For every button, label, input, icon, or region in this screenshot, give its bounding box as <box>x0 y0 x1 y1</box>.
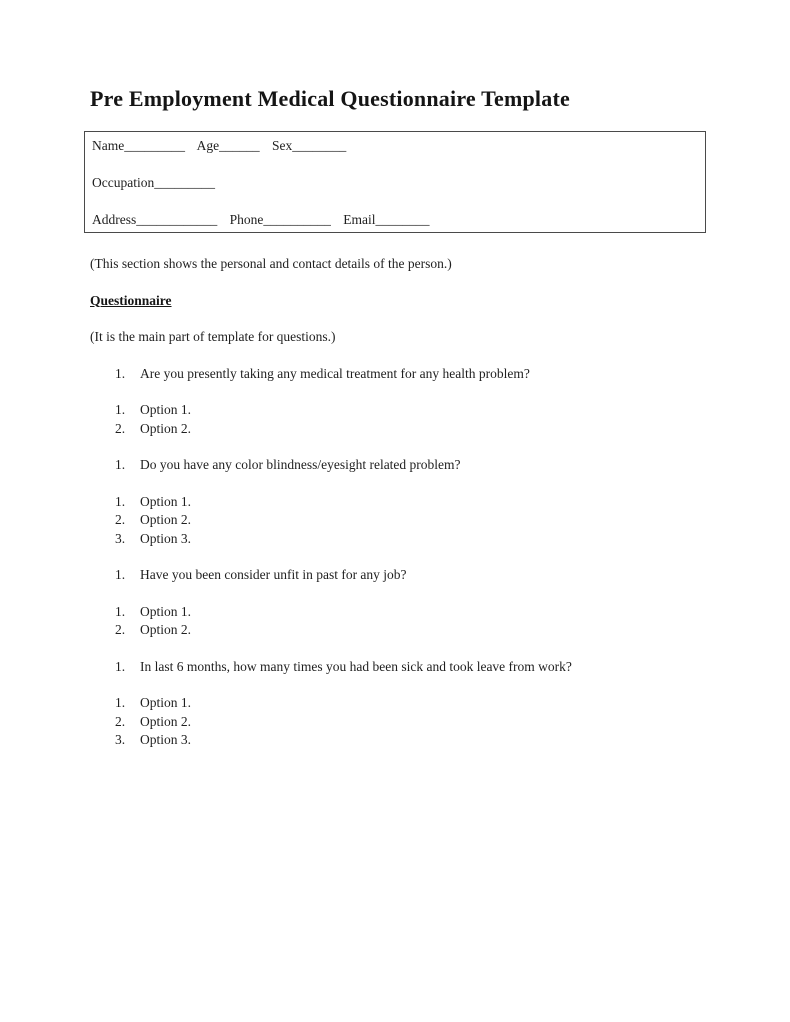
section-note: (This section shows the personal and contact details of the person.) <box>90 256 452 271</box>
option-text: Option 2. <box>140 512 192 527</box>
question-item <box>115 566 706 585</box>
questionnaire-heading: Questionnaire <box>90 292 172 308</box>
question-number: 1. <box>115 457 126 472</box>
personal-row-occupation <box>92 174 698 192</box>
option-number: 1. <box>115 603 126 619</box>
phone-blank-field: Phone__________ <box>229 212 331 227</box>
option-text: Option 3. <box>140 530 192 546</box>
question-text: In last 6 months, how many times you had been sick and took leave from work? <box>140 658 572 674</box>
option-item <box>115 493 706 512</box>
document-title: Pre Employment Medical Questionnaire Template <box>90 86 570 111</box>
option-text: Option 1. <box>140 603 192 619</box>
option-number: 2. <box>115 512 126 527</box>
question-text: Have you been consider unfit in past for any job? <box>140 567 407 582</box>
option-number: 1. <box>115 402 126 417</box>
option-text: Option 3. <box>140 732 192 747</box>
name-blank-field: Name_________ <box>92 138 185 153</box>
option-list <box>90 603 706 640</box>
question-text: Do you have any color blindness/eyesight related problem? <box>140 457 461 472</box>
address-blank-field: Address____________ <box>92 212 218 227</box>
option-item <box>115 401 706 420</box>
option-number: 3. <box>115 530 126 546</box>
sex-blank-field: Sex________ <box>272 138 347 153</box>
option-number: 2. <box>115 622 126 637</box>
question-number: 1. <box>115 567 126 582</box>
questionnaire-note: (It is the main part of template for questions.) <box>90 329 336 344</box>
option-item <box>115 603 706 622</box>
option-item <box>115 420 706 439</box>
option-list <box>90 401 706 438</box>
question-item <box>115 658 706 677</box>
option-item <box>115 530 706 549</box>
option-text: Option 2. <box>140 420 192 436</box>
question-text: Are you presently taking any medical treatment for any health problem? <box>140 365 530 381</box>
option-text: Option 1. <box>140 695 192 710</box>
question-item <box>115 456 706 475</box>
personal-row-address-phone-email <box>92 211 698 229</box>
option-item <box>115 621 706 640</box>
question-item <box>115 365 706 384</box>
option-text: Option 1. <box>140 402 192 417</box>
personal-info-box <box>84 131 706 233</box>
option-number: 3. <box>115 732 126 747</box>
option-item <box>115 713 706 732</box>
option-number: 1. <box>115 493 126 509</box>
question-number: 1. <box>115 658 126 674</box>
option-number: 2. <box>115 420 126 436</box>
option-item <box>115 694 706 713</box>
option-list <box>90 694 706 750</box>
option-item <box>115 511 706 530</box>
email-blank-field: Email________ <box>343 212 430 227</box>
occupation-blank-field: Occupation_________ <box>92 175 215 190</box>
option-list <box>90 493 706 549</box>
option-number: 1. <box>115 695 126 710</box>
question-number: 1. <box>115 365 126 381</box>
option-item <box>115 731 706 750</box>
age-blank-field: Age______ <box>196 138 260 153</box>
option-text: Option 2. <box>140 713 192 729</box>
personal-row-name-age-sex <box>92 137 698 155</box>
option-text: Option 1. <box>140 493 192 509</box>
option-text: Option 2. <box>140 622 192 637</box>
option-number: 2. <box>115 713 126 729</box>
